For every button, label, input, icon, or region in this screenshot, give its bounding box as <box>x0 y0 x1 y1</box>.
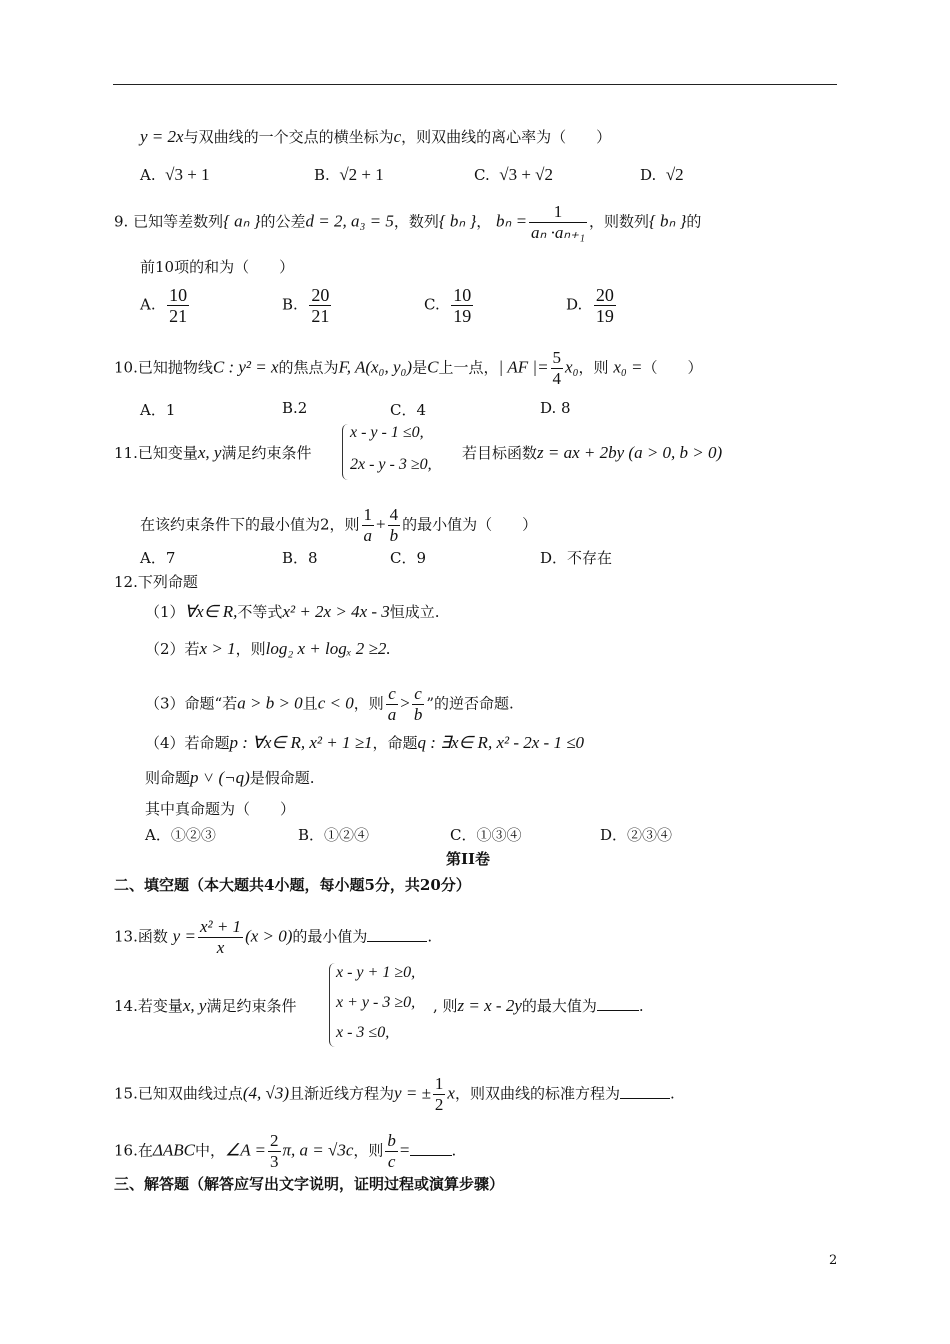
q11-option-d: D．不存在 <box>540 549 613 567</box>
q8-option-d: D. √2 <box>640 165 684 184</box>
q12-option-c: C．①③④ <box>450 826 522 844</box>
q11-option-c: C．9 <box>390 549 427 567</box>
q14-stem-right: , 则z = x - 2y的最大值为 . <box>433 996 644 1015</box>
q11-option-b: B．8 <box>282 549 318 567</box>
q10-stem: 10.已知抛物线C : y² = x的焦点为F, A(x₀, y₀)是C上一点，| AF |= $\frac{5}{4}$ x₀，则 x₀ =（ ） <box>114 348 703 388</box>
q12-option-d: D．②③④ <box>600 826 673 844</box>
q14-answer-blank[interactable] <box>597 996 639 1011</box>
q11-stem-right: 若目标函数z = ax + 2by (a > 0, b > 0) <box>462 443 723 462</box>
q14-constraint-2: x + y - 3 ≥0, <box>336 994 416 1011</box>
q14-constraint-3: x - 3 ≤0, <box>336 1024 390 1041</box>
q12-prop-3: （3）命题“若a > b > 0且c < 0，则 $\frac{c}{a}$ > $\frac{c}{b}$ ”的逆否命题. <box>145 684 514 724</box>
q16-answer-blank[interactable] <box>410 1141 452 1156</box>
page-number: 2 <box>829 1253 838 1268</box>
q11-option-a: A．7 <box>140 549 176 567</box>
q12-option-b: B．①②④ <box>298 826 370 844</box>
q15-answer-blank[interactable] <box>620 1084 670 1099</box>
q10-option-a: A．1 <box>140 401 176 419</box>
q14-constraint-1: x - y + 1 ≥0, <box>336 964 416 981</box>
q12-prop-1: （1）∀x∈ R,不等式x² + 2x > 4x - 3恒成立. <box>145 602 440 621</box>
q8-option-a: A. √3 + 1 <box>140 165 210 184</box>
q10-option-b: B.2 <box>282 399 308 417</box>
q12-title: 12.下列命题 <box>114 573 198 591</box>
q12-ask: 其中真命题为（ ） <box>145 800 296 818</box>
header-rule <box>113 84 837 85</box>
section-2-title: 第II卷 <box>446 850 491 868</box>
q12-option-a: A．①②③ <box>145 826 216 844</box>
q14-brace <box>329 963 336 1047</box>
q13-stem: 13.函数 y = $\frac{\text{x² + 1}}{x}$ (x > 0)的最小值为 . <box>114 917 433 957</box>
q9-option-a: A. $\frac{10}{21}$ <box>140 285 188 326</box>
q11-brace <box>342 424 349 480</box>
q11-constraint-1: x - y - 1 ≤0, <box>350 424 424 441</box>
q12-prop-4-line2: 则命题p ˅ (¬q)是假命题. <box>145 768 315 787</box>
q9-option-b: B. $\frac{20}{21}$ <box>282 285 330 326</box>
q16-stem: 16.在ΔABC中，∠A = $\frac{2}{3}$ π, a = √3c，则 $\frac{b}{c}$ = . <box>114 1131 457 1171</box>
q9-option-c: C. $\frac{10}{19}$ <box>424 285 472 326</box>
q9-stem: 9. 已知等差数列{ aₙ }的公差d = 2, a₃ = 5，数列{ bₙ }， bₙ = $\frac{1}{\text{aₙ ·aₙ₊₁}}$ ，则数列{ bₙ }的 <box>114 202 702 242</box>
answer-heading: 三、解答题（解答应写出文字说明，证明过程或演算步骤） <box>114 1175 505 1193</box>
q12-prop-2: （2）若x > 1，则log₂ x + logₓ 2 ≥2. <box>145 639 391 658</box>
q8-option-b: B. √2 + 1 <box>314 165 384 184</box>
q9-stem-line2: 前10项的和为（ ） <box>140 258 295 276</box>
q9-fraction: $\frac{1}{\text{aₙ ·aₙ₊₁}}$ <box>531 202 585 242</box>
q14-stem-left: 14.若变量x, y满足约束条件 <box>114 996 297 1015</box>
q11-stem-left: 11.已知变量x, y满足约束条件 <box>114 443 312 462</box>
q8-option-c: C. √3 + √2 <box>474 165 554 184</box>
q15-stem: 15.已知双曲线过点(4, √3)且渐近线方程为y = ± $\frac{1}{2}$ x，则双曲线的标准方程为 . <box>114 1074 675 1114</box>
q11-stem-line2: 在该约束条件下的最小值为2，则 $\frac{1}{a}$ + $\frac{4}{b}$ 的最小值为（ ） <box>140 505 538 545</box>
q13-answer-blank[interactable] <box>367 927 427 942</box>
q8-stem: y = 2x与双曲线的一个交点的横坐标为c，则双曲线的离心率为（ ） <box>140 127 612 146</box>
q11-constraint-2: 2x - y - 3 ≥0, <box>350 456 432 473</box>
q9-option-d: D. $\frac{20}{19}$ <box>566 285 614 326</box>
fill-blank-heading: 二、填空题（本大题共4小题，每小题5分，共20分） <box>114 876 471 894</box>
q10-option-d: D. 8 <box>540 399 571 417</box>
q12-prop-4: （4）若命题p : ∀x∈ R, x² + 1 ≥1，命题q : ∃x∈ R, x² - 2x - 1 ≤0 <box>145 733 585 752</box>
q10-option-c: C．4 <box>390 401 427 419</box>
